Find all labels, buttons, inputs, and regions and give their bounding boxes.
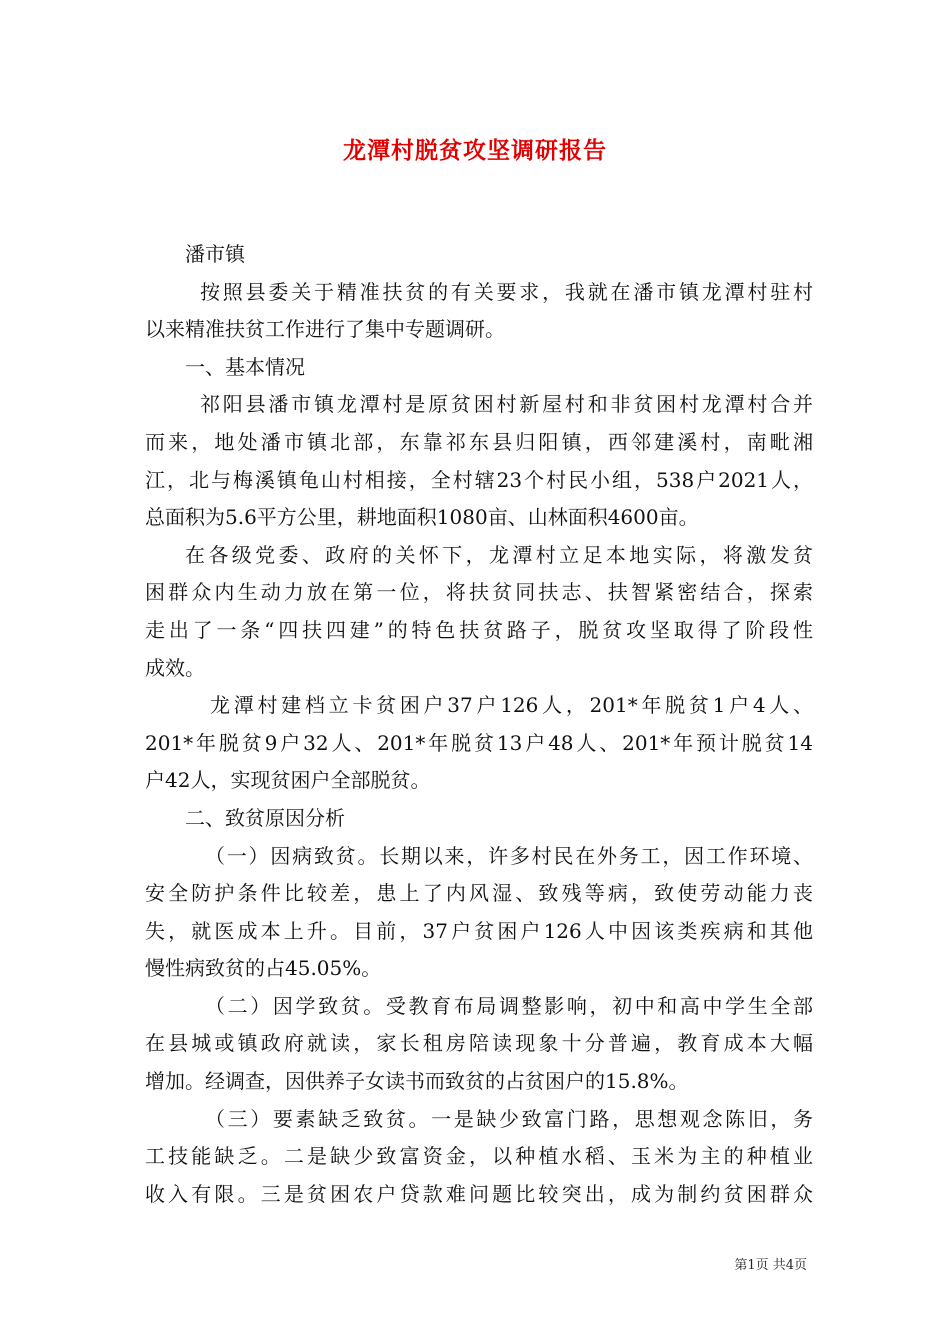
text-line: 失，就医成本上升。目前，37户贫困户126人中因该类疾病和其他 bbox=[145, 918, 813, 943]
text-line: 增加。经调查，因供养子女读书而致贫的占贫困户的15.8%。 bbox=[145, 1069, 689, 1094]
text-line: 在各级党委、政府的关怀下，龙潭村立足本地实际，将激发贫 bbox=[185, 542, 813, 567]
page-number: 第1页 共4页 bbox=[734, 1258, 807, 1273]
text-line: 收入有限。三是贫困农户贷款难问题比较突出，成为制约贫困群众 bbox=[145, 1181, 813, 1206]
text-line: 工技能缺乏。二是缺少致富资金，以种植水稻、玉米为主的种植业 bbox=[145, 1144, 813, 1169]
document-title: 龙潭村脱贫攻坚调研报告 bbox=[343, 137, 607, 164]
text-line: 安全防护条件比较差，患上了内风湿、致残等病，致使劳动能力丧 bbox=[145, 881, 813, 906]
text-line: 成效。 bbox=[145, 655, 205, 680]
text-line: （二）因学致贫。受教育布局调整影响，初中和高中学生全部 bbox=[205, 993, 813, 1018]
text-line: 按照县委关于精准扶贫的有关要求，我就在潘市镇龙潭村驻村 bbox=[200, 279, 813, 304]
text-line: 而来，地处潘市镇北部，东靠祁东县归阳镇，西邻建溪村，南毗湘 bbox=[145, 429, 813, 454]
text-line: 201*年脱贫9户32人、201*年脱贫13户48人、201*年预计脱贫14 bbox=[145, 730, 813, 755]
text-line: 龙潭村建档立卡贫困户37户126人，201*年脱贫1户4人、 bbox=[210, 693, 813, 718]
text-line: 走出了一条“四扶四建”的特色扶贫路子，脱贫攻坚取得了阶段性 bbox=[145, 617, 813, 642]
text-line: 总面积为5.6平方公里，耕地面积1080亩、山林面积4600亩。 bbox=[145, 505, 699, 530]
text-line: 户42人，实现贫困户全部脱贫。 bbox=[145, 768, 431, 793]
text-line: 潘市镇 bbox=[185, 242, 245, 266]
text-line: 慢性病致贫的占45.05%。 bbox=[145, 956, 382, 981]
text-line: 祁阳县潘市镇龙潭村是原贫困村新屋村和非贫困村龙潭村合并 bbox=[200, 392, 813, 417]
section-heading: 一、基本情况 bbox=[185, 354, 305, 379]
text-line: 在县城或镇政府就读，家长租房陪读现象十分普遍，教育成本大幅 bbox=[145, 1031, 813, 1056]
text-line: （三）要素缺乏致贫。一是缺少致富门路，思想观念陈旧，务 bbox=[205, 1106, 813, 1131]
text-line: 困群众内生动力放在第一位，将扶贫同扶志、扶智紧密结合，探索 bbox=[145, 580, 813, 605]
text-line: 江，北与梅溪镇龟山村相接，全村辖23个村民小组，538户2021人， bbox=[145, 467, 813, 492]
text-line: （一）因病致贫。长期以来，许多村民在外务工，因工作环境、 bbox=[205, 843, 813, 868]
section-heading: 二、致贫原因分析 bbox=[185, 805, 345, 830]
text-line: 以来精准扶贫工作进行了集中专题调研。 bbox=[145, 317, 505, 342]
document-body bbox=[145, 236, 813, 1213]
